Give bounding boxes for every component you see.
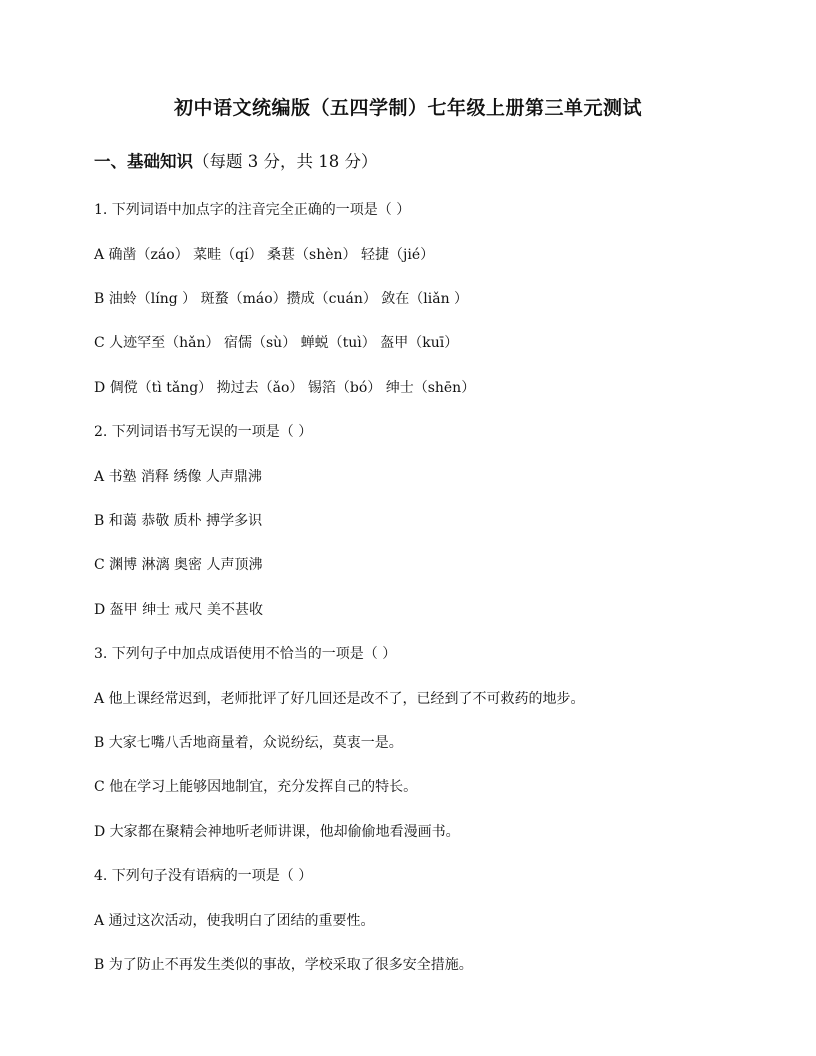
question-3: 3. 下列句子中加点成语使用不恰当的一项是（ ） [94,646,397,662]
section-heading-note: （每题 3 分，共 18 分） [193,152,378,171]
question-2-option-a: A 书塾 消释 绣像 人声鼎沸 [94,469,262,485]
question-1-option-d: D 倜傥（tì tǎng） 拗过去（ǎo） 锡箔（bó） 绅士（shēn） [94,380,476,396]
question-3-option-a: A 他上课经常迟到，老师批评了好几回还是改不了，已经到了不可救药的地步。 [94,691,585,707]
question-2: 2. 下列词语书写无误的一项是（ ） [94,424,313,440]
question-1-option-c: C 人迹罕至（hǎn） 宿儒（sù） 蝉蜕（tuì） 盔甲（kuī） [94,335,459,351]
page-title: 初中语文统编版（五四学制）七年级上册第三单元测试 [173,97,642,119]
question-2-option-c: C 渊博 淋漓 奥密 人声顶沸 [94,557,263,573]
section-heading-main: 一、基础知识 [94,152,193,171]
question-4-option-b: B 为了防止不再发生类似的事故，学校采取了很多安全措施。 [94,957,473,973]
question-3-option-b: B 大家七嘴八舌地商量着，众说纷纭，莫衷一是。 [94,735,403,751]
question-1: 1. 下列词语中加点字的注音完全正确的一项是（ ） [94,202,411,218]
question-4: 4. 下列句子没有语病的一项是（ ） [94,868,313,884]
question-1-option-b: B 油蛉（líng ） 斑蝥（máo）攒成（cuán） 敛在（liǎn ） [94,291,469,307]
question-3-option-d: D 大家都在聚精会神地听老师讲课，他却偷偷地看漫画书。 [94,824,460,840]
question-3-option-c: C 他在学习上能够因地制宜，充分发挥自己的特长。 [94,779,418,795]
section-heading [94,149,377,175]
question-4-option-a: A 通过这次活动，使我明白了团结的重要性。 [94,913,375,929]
question-1-option-a: A 确凿（záo） 菜畦（qí） 桑葚（shèn） 轻捷（jié） [94,247,435,263]
question-2-option-b: B 和蔼 恭敬 质朴 搏学多识 [94,513,263,529]
question-2-option-d: D 盔甲 绅士 戒尺 美不甚收 [94,602,264,618]
